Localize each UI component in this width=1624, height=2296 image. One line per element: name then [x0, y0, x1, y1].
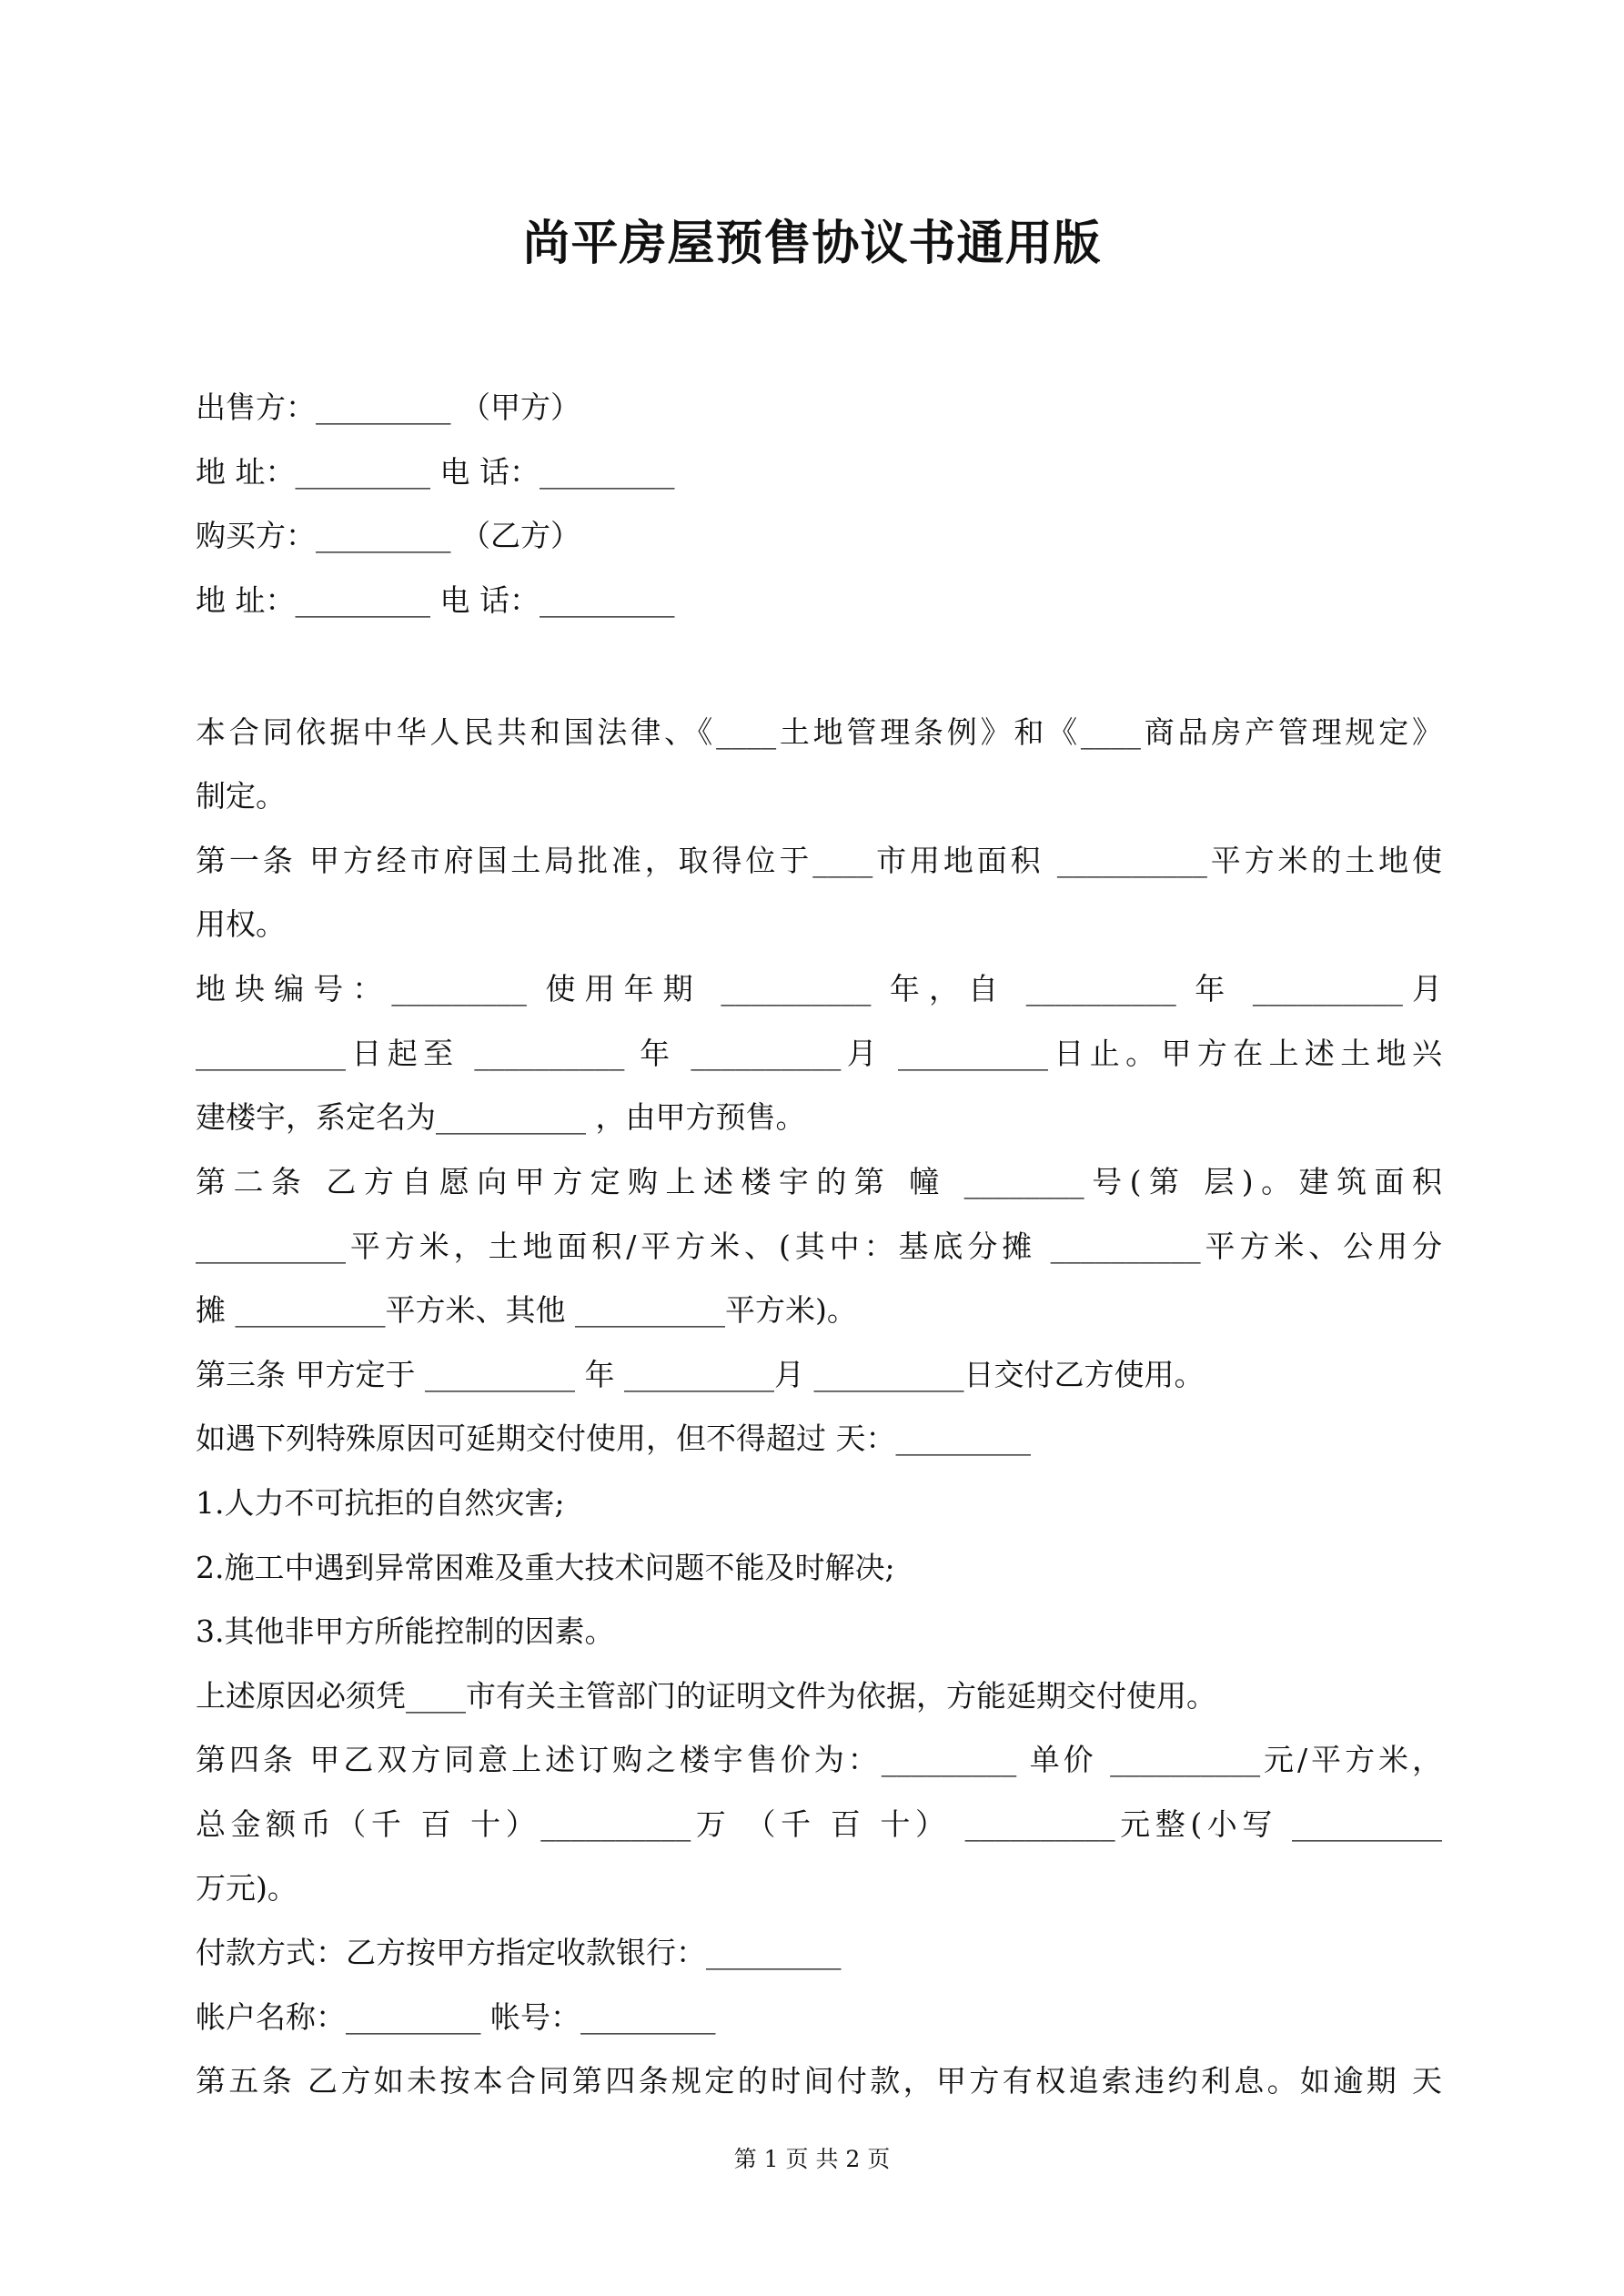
paragraph-line: 第二条 乙方自愿向甲方定购上述楼宇的第 幢 ________号(第 层)。建筑面积 — [196, 1164, 1442, 1199]
buyer-line: 购买方：_________ （乙方） — [196, 518, 580, 553]
paragraph-line: 第四条 甲乙双方同意上述订购之楼宇售价为：_________ 单价 __________元/平方米， — [196, 1742, 1442, 1777]
paragraph-line: 地块编号：_________ 使用年期 __________ 年，自 __________ 年 __________月 — [196, 971, 1442, 1006]
paragraph-line: 建楼宇，系定名为__________ ，由甲方预售。 — [196, 1099, 806, 1135]
paragraph-line: 第五条 乙方如未按本合同第四条规定的时间付款，甲方有权追索违约利息。如逾期 天 — [196, 2063, 1442, 2099]
paragraph-line: 付款方式：乙方按甲方指定收款银行：_________ — [196, 1935, 842, 1970]
paragraph-line: 上述原因必须凭____市有关主管部门的证明文件为依据，方能延期交付使用。 — [196, 1678, 1216, 1714]
paragraph-line: 制定。 — [196, 778, 286, 814]
paragraph-line: 第三条 甲方定于 __________ 年 __________月 __________日交付乙方使用。 — [196, 1357, 1205, 1392]
paragraph-line: 如遇下列特殊原因可延期交付使用，但不得超过 天：_________ — [196, 1421, 1031, 1456]
seller-line: 出售方：_________ （甲方） — [196, 389, 580, 425]
page-footer: 第 1 页 共 2 页 — [733, 2146, 891, 2172]
paragraph-line: 本合同依据中华人民共和国法律、《____土地管理条例》和《____商品房产管理规定》 — [196, 714, 1442, 750]
paragraph-line: __________日起至 __________ 年 __________月 __________日止。甲方在上述土地兴 — [196, 1036, 1442, 1071]
paragraph-line: 帐户名称：_________ 帐号：_________ — [196, 1999, 716, 2035]
buyer-address-line: 地 址：_________ 电 话：_________ — [196, 582, 675, 618]
paragraph-line: 用权。 — [196, 906, 286, 942]
seller-address-line: 地 址：_________ 电 话：_________ — [196, 454, 675, 490]
list-item: 3.其他非甲方所能控制的因素。 — [196, 1613, 615, 1649]
paragraph-line: 总金额币（千 百 十）__________万 （千 百 十） __________元整(小写 __________ — [196, 1806, 1442, 1842]
list-item: 1.人力不可抗拒的自然灾害; — [196, 1485, 565, 1521]
paragraph-line: __________平方米，土地面积/平方米、(其中：基底分摊 __________平方米、公用分 — [196, 1229, 1442, 1264]
list-item: 2.施工中遇到异常困难及重大技术问题不能及时解决; — [196, 1550, 895, 1585]
paragraph-line: 万元)。 — [196, 1870, 298, 1906]
paragraph-line: 摊 __________平方米、其他 __________平方米)。 — [196, 1292, 857, 1328]
paragraph-line: 第一条 甲方经市府国土局批准，取得位于____市用地面积 __________平方米的土地使 — [196, 843, 1442, 878]
document-title: 尚平房屋预售协议书通用版 — [522, 216, 1102, 271]
